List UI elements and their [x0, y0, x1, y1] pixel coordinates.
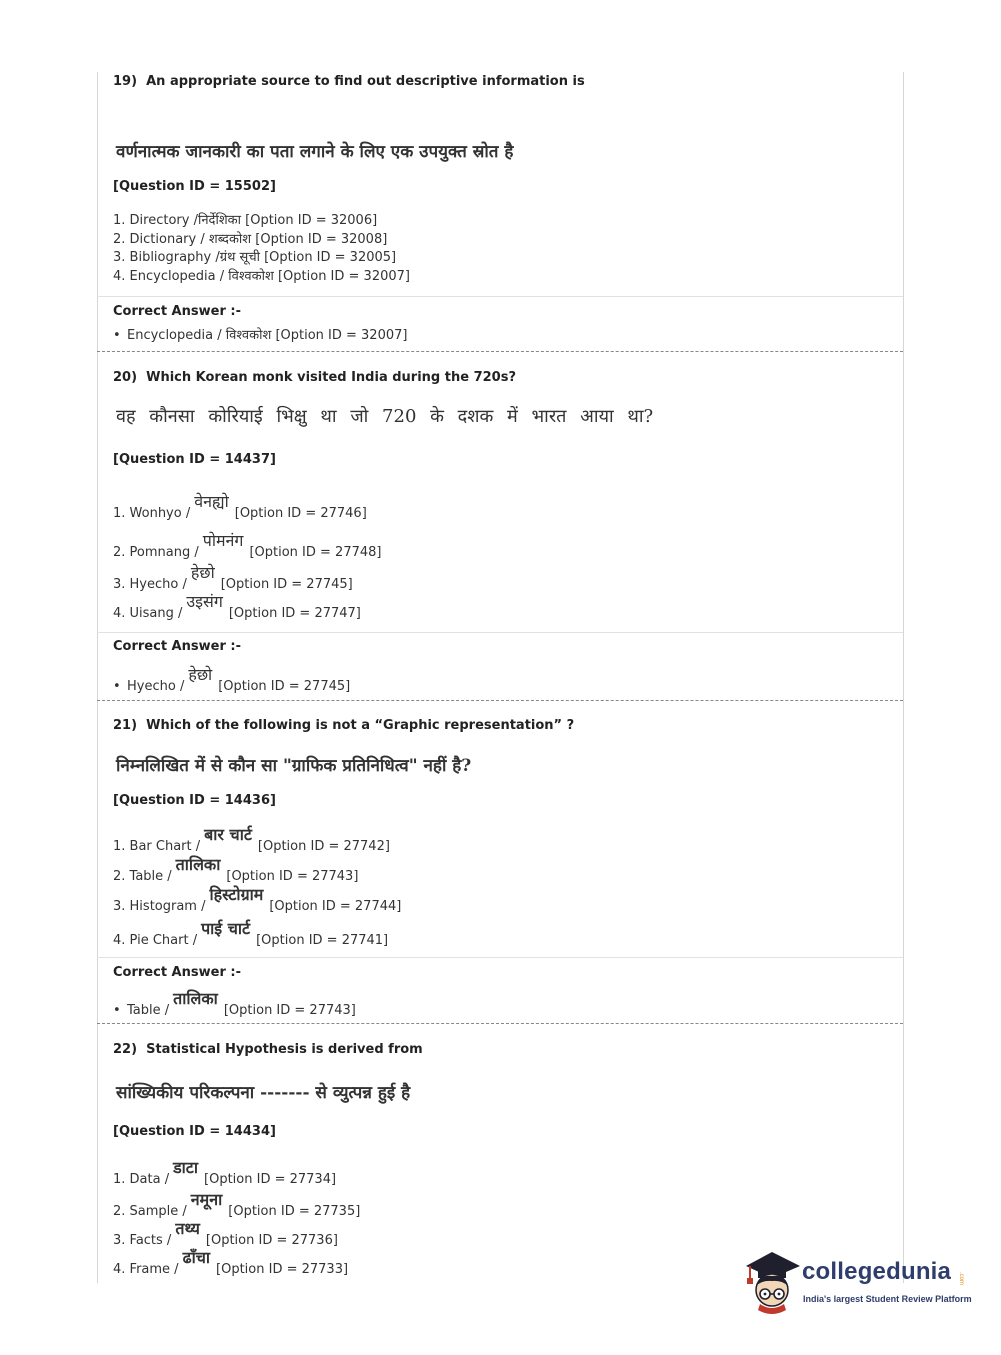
- mascot-icon: [742, 1250, 804, 1316]
- logo-suffix: .com: [958, 1272, 964, 1286]
- question-19-option-1: 1. Directory /निर्देशिका [Option ID = 32006]: [113, 213, 378, 228]
- question-20-correct-answer: • Hyecho /हेछो[Option ID = 27745]: [113, 665, 351, 694]
- question-20-option-4: 4. Uisang /उइसंग[Option ID = 27747]: [113, 592, 361, 621]
- question-19-id: [Question ID = 15502]: [113, 179, 276, 194]
- question-21-option-4: 4. Pie Chart /पाई चार्ट[Option ID = 27741]: [113, 919, 389, 948]
- correct-answer-label: Correct Answer :-: [113, 965, 241, 980]
- question-number: 22): [113, 1042, 138, 1057]
- question-21-option-3: 3. Histogram /हिस्टोग्राम[Option ID = 27744]: [113, 885, 402, 914]
- question-20-option-3: 3. Hyecho /हेछो[Option ID = 27745]: [113, 563, 353, 592]
- question-text-en: Which Korean monk visited India during the 720s?: [146, 370, 516, 385]
- correct-answer-label: Correct Answer :-: [113, 639, 241, 654]
- question-22-heading: [113, 1042, 423, 1057]
- question-19-option-2: 2. Dictionary / शब्दकोश [Option ID = 32008]: [113, 232, 388, 247]
- question-21-correct-answer: • Table /तालिका[Option ID = 27743]: [113, 989, 356, 1018]
- question-text-en: Which of the following is not a “Graphic representation” ?: [146, 718, 575, 733]
- question-19-option-4: 4. Encyclopedia / विश्वकोश [Option ID = 32007]: [113, 269, 410, 284]
- question-22-hindi: सांख्यिकीय परिकल्पना ------- से व्युत्पन्न हुई है: [116, 1083, 411, 1103]
- question-20-option-1: 1. Wonhyo /वेनह्यो[Option ID = 27746]: [113, 492, 367, 521]
- question-22-id: [Question ID = 14434]: [113, 1124, 276, 1139]
- question-19-heading: [113, 74, 585, 89]
- question-20-id: [Question ID = 14437]: [113, 452, 276, 467]
- question-21-option-2: 2. Table /तालिका[Option ID = 27743]: [113, 855, 359, 884]
- page-right-border: [903, 72, 904, 1283]
- question-number: 20): [113, 370, 138, 385]
- question-number: 19): [113, 74, 138, 89]
- question-22-option-2: 2. Sample /नमूना[Option ID = 27735]: [113, 1190, 361, 1219]
- question-20-hindi: वह कौनसा कोरियाई भिक्षु था जो 720 के दशक में भारत आया था?: [116, 406, 654, 427]
- bullet-icon: •: [113, 1003, 121, 1018]
- question-19-option-3: 3. Bibliography /ग्रंथ सूची [Option ID = 32005]: [113, 250, 397, 265]
- question-text-en: An appropriate source to find out descriptive information is: [146, 74, 585, 89]
- question-text-en: Statistical Hypothesis is derived from: [146, 1042, 423, 1057]
- divider: [97, 632, 903, 633]
- question-19-hindi: वर्णनात्मक जानकारी का पता लगाने के लिए एक उपयुक्त स्रोत है: [116, 142, 514, 162]
- question-20-option-2: 2. Pomnang /पोमनंग[Option ID = 27748]: [113, 531, 382, 560]
- question-21-hindi: निम्नलिखित में से कौन सा "ग्राफिक प्रतिनिधित्व" नहीं है?: [116, 756, 472, 776]
- logo-wordmark: collegedunia: [802, 1258, 952, 1285]
- question-number: 21): [113, 718, 138, 733]
- question-separator: [97, 351, 903, 352]
- question-22-option-4: 4. Frame /ढाँचा[Option ID = 27733]: [113, 1248, 349, 1277]
- divider: [97, 957, 903, 958]
- question-separator: [97, 1023, 903, 1024]
- logo-tagline: India's largest Student Review Platform: [803, 1294, 972, 1304]
- question-separator: [97, 700, 903, 701]
- question-19-correct-answer: • Encyclopedia / विश्वकोश [Option ID = 32007]: [113, 328, 408, 343]
- question-22-option-1: 1. Data /डाटा[Option ID = 27734]: [113, 1158, 337, 1187]
- question-21-id: [Question ID = 14436]: [113, 793, 276, 808]
- divider: [97, 296, 903, 297]
- question-21-heading: [113, 718, 574, 733]
- question-21-option-1: 1. Bar Chart /बार चार्ट[Option ID = 27742]: [113, 825, 390, 854]
- collegedunia-logo[interactable]: [742, 1250, 972, 1320]
- bullet-icon: •: [113, 328, 121, 343]
- question-20-heading: [113, 370, 516, 385]
- question-22-option-3: 3. Facts /तथ्य[Option ID = 27736]: [113, 1219, 338, 1248]
- bullet-icon: •: [113, 679, 121, 694]
- correct-answer-label: Correct Answer :-: [113, 304, 241, 319]
- page-left-border: [97, 72, 98, 1283]
